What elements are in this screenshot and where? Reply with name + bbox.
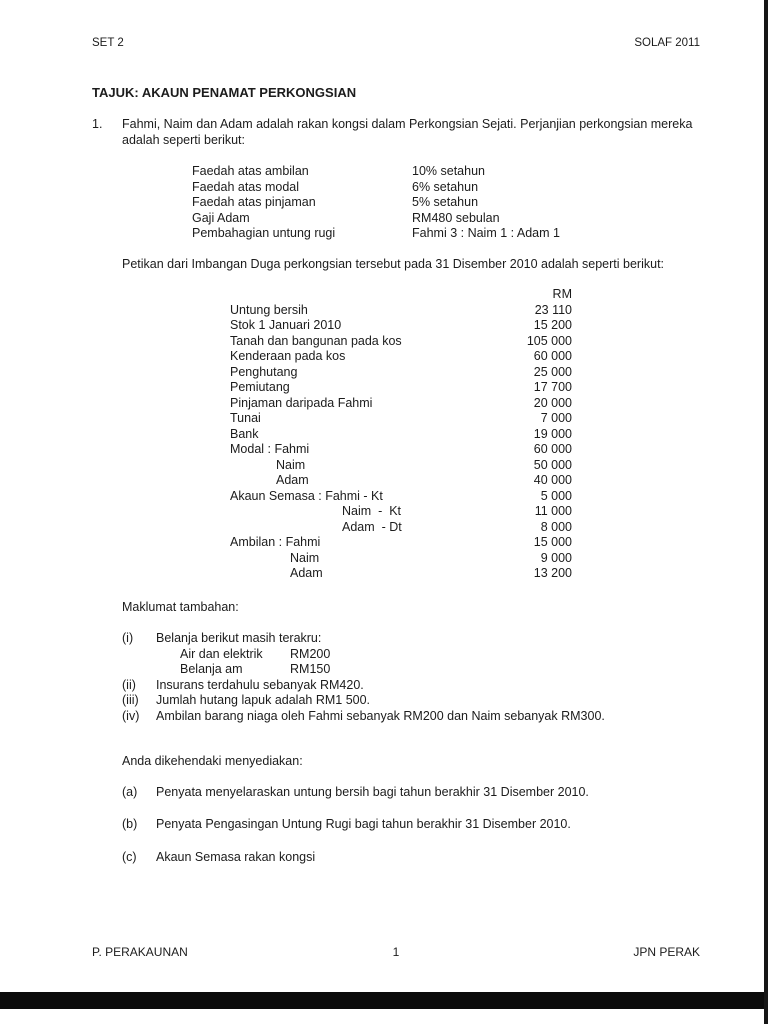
tb-row-value: 19 000	[533, 426, 572, 441]
document-title: TAJUK: AKAUN PENAMAT PERKONGSIAN	[92, 84, 357, 100]
tb-row-label: Modal : Fahmi	[230, 442, 310, 456]
trial-balance-currency-header: RM	[552, 287, 572, 301]
table-row	[230, 442, 572, 458]
scan-edge-right	[764, 0, 768, 1024]
tb-row-label: Pemiutang	[230, 380, 290, 394]
page-header	[92, 36, 700, 52]
tb-row-value: 11 000	[534, 504, 572, 518]
table-row	[230, 427, 572, 443]
list-item-marker: (ii)	[122, 677, 136, 692]
accrued-expense-label: Belanja am	[180, 662, 243, 676]
tb-row-label: Adam	[276, 473, 309, 487]
tb-row-label: Naim	[290, 550, 320, 565]
tb-row-value: 50 000	[533, 457, 572, 472]
page-footer	[92, 945, 700, 961]
tb-row-value: 8 000	[540, 519, 572, 534]
tb-row-label: Adam - Dt	[342, 519, 402, 534]
list-item-text: Insurans terdahulu sebanyak RM420.	[156, 677, 364, 692]
tb-row-label: Penghutang	[230, 364, 298, 379]
table-row	[230, 458, 572, 474]
agreement-term-value: 6% setahun	[412, 179, 479, 194]
table-row	[230, 396, 572, 412]
question-body	[122, 164, 700, 865]
trial-balance-intro: Petikan dari Imbangan Duga perkongsian tersebut pada 31 Disember 2010 adalah seperti berikut:	[122, 256, 665, 271]
tb-row-value: 40 000	[533, 473, 572, 487]
trial-balance-table	[230, 287, 572, 582]
tb-row-label: Stok 1 Januari 2010	[230, 318, 342, 332]
header-exam-label: SOLAF 2011	[634, 37, 700, 49]
accrued-expense-amount: RM150	[290, 662, 331, 676]
accrued-expense-row	[180, 647, 700, 663]
tb-header-spacer	[230, 287, 553, 303]
task-item	[122, 817, 700, 833]
task-item-text: Penyata Pengasingan Untung Rugi bagi tahun berakhir 31 Disember 2010.	[156, 817, 571, 831]
tb-row-value: 5 000	[540, 488, 572, 503]
tb-row-label: Pinjaman daripada Fahmi	[230, 395, 373, 410]
list-item	[122, 631, 700, 647]
agreement-row	[192, 211, 700, 227]
table-row	[230, 473, 572, 489]
table-row	[230, 411, 572, 427]
tb-row-label: Adam	[290, 566, 323, 580]
tb-row-label: Naim	[276, 457, 306, 472]
accrued-expense-row	[180, 662, 700, 678]
table-row	[230, 318, 572, 334]
table-row	[230, 520, 572, 536]
task-item	[122, 850, 700, 866]
question-number: 1.	[92, 117, 103, 131]
task-item	[122, 785, 700, 801]
table-row	[230, 566, 572, 582]
list-item	[122, 693, 700, 709]
list-item-marker: (i)	[122, 631, 134, 645]
footer-page-number: 1	[392, 945, 400, 959]
accrued-expense-amount: RM200	[290, 646, 331, 661]
agreement-term-value: 10% setahun	[412, 164, 485, 178]
tb-row-label: Naim - Kt	[342, 504, 402, 518]
task-item-marker: (c)	[122, 849, 137, 864]
tb-row-value: 25 000	[533, 364, 572, 379]
footer-left-label: P. PERAKAUNAN	[92, 945, 188, 959]
agreement-term-value: Fahmi 3 : Naim 1 : Adam 1	[412, 226, 560, 240]
tb-row-label: Kenderaan pada kos	[230, 349, 346, 363]
list-item-text: Belanja berikut masih terakru:	[156, 631, 322, 645]
tb-row-value: 105 000	[526, 333, 572, 348]
table-row	[230, 365, 572, 381]
table-row	[230, 380, 572, 396]
list-item	[122, 709, 700, 725]
question-intro: Fahmi, Naim dan Adam adalah rakan kongsi dalam Perkongsian Sejati. Perjanjian perkongsian mereka adalah seperti berikut:	[122, 117, 693, 147]
tb-row-value: 15 000	[533, 535, 572, 549]
agreement-row	[192, 180, 700, 196]
table-header-row	[230, 287, 572, 303]
table-row	[230, 489, 572, 505]
agreement-row	[192, 195, 700, 211]
task-item-text: Penyata menyelaraskan untung bersih bagi tahun berakhir 31 Disember 2010.	[156, 784, 589, 799]
tb-row-value: 9 000	[540, 550, 572, 565]
list-item	[122, 678, 700, 694]
additional-info-heading: Maklumat tambahan:	[122, 599, 239, 614]
tb-row-value: 20 000	[533, 395, 572, 410]
header-set-label: SET 2	[92, 37, 124, 49]
table-row	[230, 551, 572, 567]
partnership-agreement-list	[192, 164, 700, 242]
tb-row-value: 60 000	[533, 349, 572, 363]
tasks-heading: Anda dikehendaki menyediakan:	[122, 754, 303, 768]
question-intro-row	[92, 117, 700, 148]
agreement-term-value: 5% setahun	[412, 195, 479, 209]
tb-row-label: Bank	[230, 426, 259, 441]
task-item-text: Akaun Semasa rakan kongsi	[156, 849, 316, 864]
agreement-term-label: Gaji Adam	[192, 210, 250, 225]
agreement-term-label: Faedah atas modal	[192, 179, 300, 194]
agreement-term-label: Pembahagian untung rugi	[192, 226, 336, 240]
agreement-row	[192, 164, 700, 180]
scan-edge-bottom	[0, 992, 768, 1009]
list-item-marker: (iii)	[122, 693, 139, 707]
tb-row-value: 23 110	[534, 302, 572, 317]
list-item-marker: (iv)	[122, 708, 140, 723]
tb-row-label: Tunai	[230, 411, 261, 425]
tb-row-value: 17 700	[533, 380, 572, 394]
accrued-expense-label: Air dan elektrik	[180, 646, 263, 661]
additional-info-list	[122, 631, 700, 724]
tb-row-label: Ambilan : Fahmi	[230, 535, 321, 549]
footer-right-label: JPN PERAK	[633, 945, 700, 959]
tb-row-label: Untung bersih	[230, 302, 308, 317]
tb-row-value: 60 000	[533, 442, 572, 456]
tb-row-value: 13 200	[533, 566, 572, 580]
agreement-term-value: RM480 sebulan	[412, 210, 500, 225]
task-item-marker: (a)	[122, 784, 138, 799]
table-row	[230, 334, 572, 350]
list-item-text: Jumlah hutang lapuk adalah RM1 500.	[156, 693, 371, 707]
agreement-term-label: Faedah atas pinjaman	[192, 195, 316, 209]
table-row	[230, 504, 572, 520]
agreement-row	[192, 226, 700, 242]
tb-row-value: 7 000	[540, 411, 572, 425]
table-row	[230, 303, 572, 319]
tb-row-value: 15 200	[533, 318, 572, 332]
task-item-marker: (b)	[122, 817, 138, 831]
tb-row-label: Akaun Semasa : Fahmi - Kt	[230, 488, 383, 503]
agreement-term-label: Faedah atas ambilan	[192, 164, 309, 178]
tb-row-label: Tanah dan bangunan pada kos	[230, 333, 402, 348]
list-item-text: Ambilan barang niaga oleh Fahmi sebanyak RM200 dan Naim sebanyak RM300.	[156, 708, 605, 723]
table-row	[230, 535, 572, 551]
table-row	[230, 349, 572, 365]
